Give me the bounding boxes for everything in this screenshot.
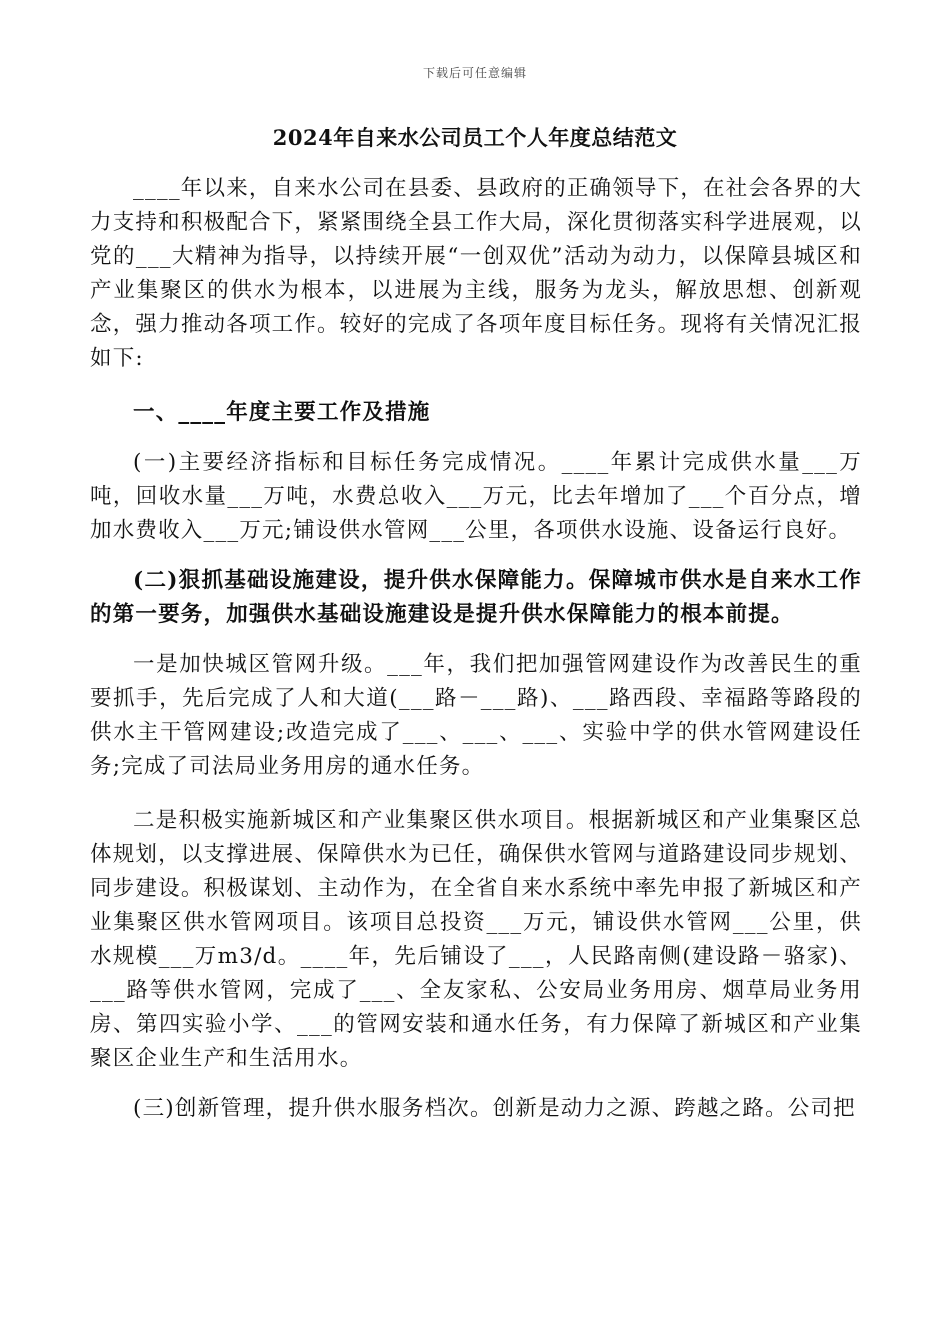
document-title: 2024年自来水公司员工个人年度总结范文 [272, 125, 678, 150]
header-note: 下载后可任意编辑 [422, 66, 527, 80]
section-heading-1: 一、____年度主要工作及措施 [133, 400, 431, 425]
paragraph-innovation: (三)创新管理，提升供水服务档次。创新是动力之源、跨越之路。公司把 [133, 1096, 856, 1121]
document-body [90, 172, 862, 1126]
paragraph-infrastructure: (二)狠抓基础设施建设，提升供水保障能力。保障城市供水是自来水工作的第一要务，加强供水基础设施建设是提升供水保障能力的根本前提。 [90, 568, 862, 627]
intro-paragraph: ____年以来，自来水公司在县委、县政府的正确领导下，在社会各界的大力支持和积极配合下，紧紧围绕全县工作大局，深化贯彻落实科学进展观，以党的___大精神为指导，以持续开展“一创双优”活动为动力，以保障县城区和产业集聚区的供水为根本，以进展为主线，服务为龙头，解放思想、创新观念，强力推动各项工作。较好的完成了各项年度目标任务。现将有关情况汇报如下: [90, 176, 862, 371]
paragraph-new-district: 二是积极实施新城区和产业集聚区供水项目。根据新城区和产业集聚区总体规划，以支撑进展、保障供水为已任，确保供水管网与道路建设同步规划、同步建设。积极谋划、主动作为，在全省自来水系统中率先申报了新城区和产业集聚区供水管网项目。该项目总投资___万元，铺设供水管网___公里，供水规模___万m3/d。____年，先后铺设了___，人民路南侧(建设路－骆家)、___路等供水管网，完成了___、全友家私、公安局业务用房、烟草局业务用房、第四实验小学、___的管网安装和通水任务，有力保障了新城区和产业集聚区企业生产和生活用水。 [90, 808, 862, 1071]
paragraph-economic-indicators: (一)主要经济指标和目标任务完成情况。____年累计完成供水量___万吨，回收水量___万吨，水费总收入___万元，比去年增加了___个百分点，增加水费收入___万元;铺设供水管网___公里，各项供水设施、设备运行良好。 [90, 450, 862, 543]
paragraph-pipe-upgrade: 一是加快城区管网升级。___年，我们把加强管网建设作为改善民生的重要抓手，先后完成了人和大道(___路－___路)、___路西段、幸福路等路段的供水主干管网建设;改造完成了___、___、___、实验中学的供水管网建设任务;完成了司法局业务用房的通水任务。 [90, 652, 862, 779]
